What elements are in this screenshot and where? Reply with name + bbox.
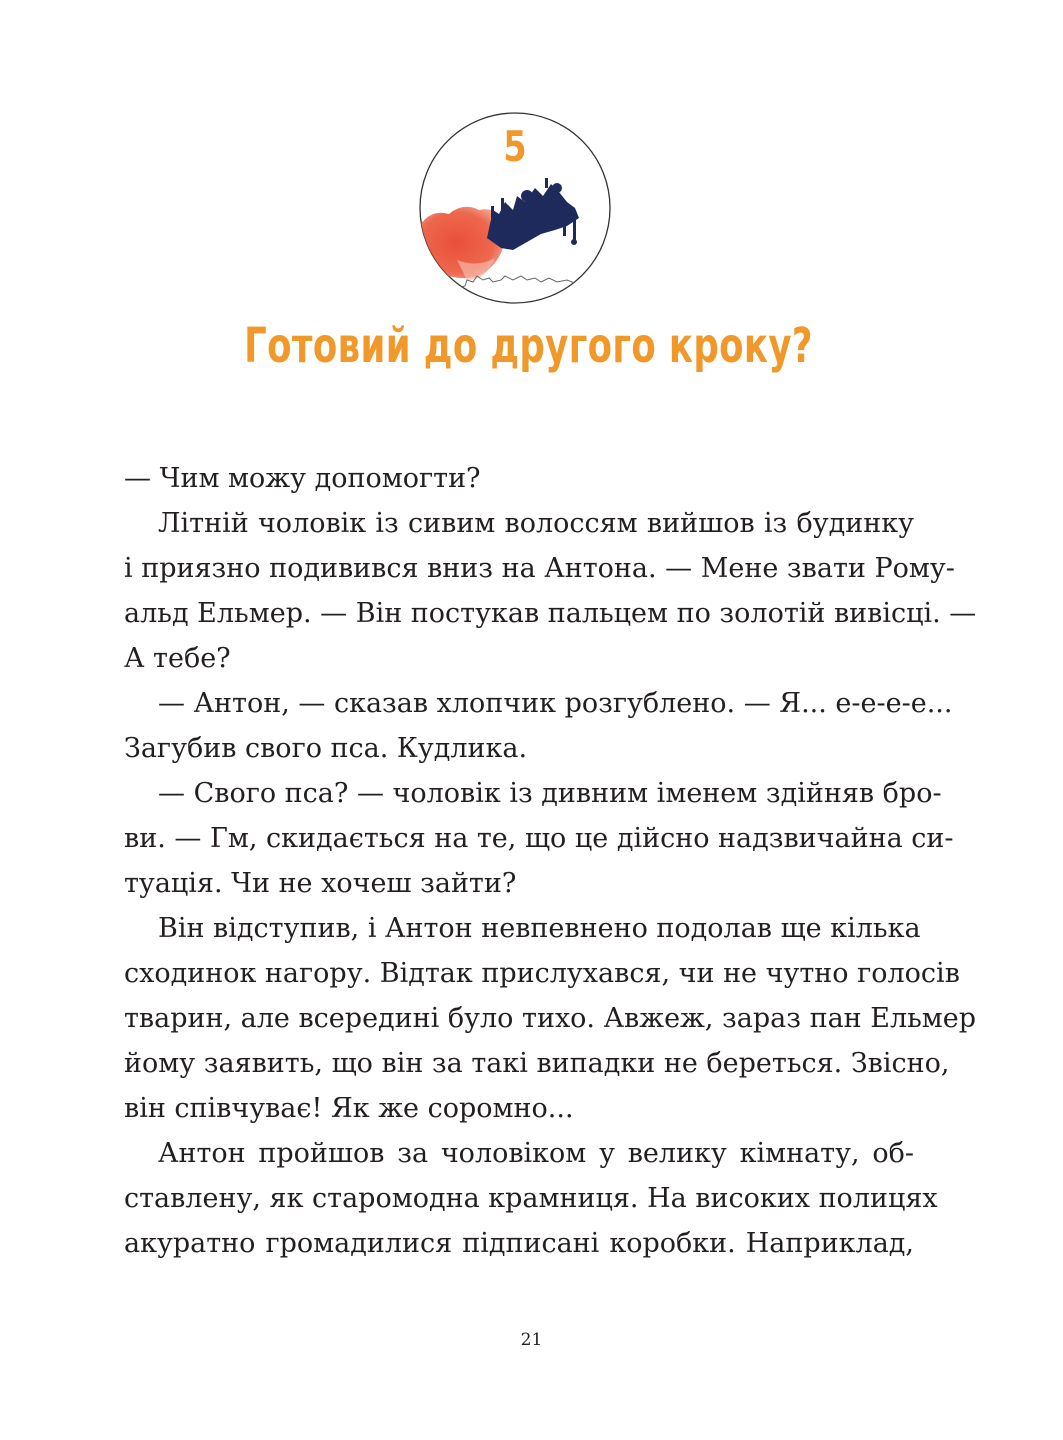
text-line: А тебе?: [124, 643, 231, 674]
chapter-number: 5: [503, 122, 527, 171]
text-line: туація. Чи не хочеш зайти?: [124, 868, 517, 899]
text-line: — Антон, — сказав хлопчик розгублено. — Я... е-е-е-е...: [158, 688, 953, 719]
text-line: тварин, але всередині було тихо. Авжеж, зараз пан Ельмер: [124, 1003, 977, 1034]
text-line: і приязно подивився вниз на Антона. — Мене звати Рому-: [124, 553, 955, 584]
text-line: він співчуває! Як же соромно...: [124, 1093, 574, 1124]
text-line: Він відступив, і Антон невпевнено подолав ще кілька: [158, 913, 921, 944]
text-line: — Чим можу допомогти?: [124, 463, 481, 494]
chapter-title: Готовий до другого кроку?: [244, 318, 813, 374]
text-line: сходинок нагору. Відтак прислухався, чи не чутно голосів: [124, 958, 960, 989]
text-line: йому заявить, що він за такі випадки не береться. Звісно,: [124, 1048, 950, 1079]
text-line: Літній чоловік із сивим волоссям вийшов із будинку: [158, 508, 914, 539]
text-line: акуратно громадилися підписані коробки. Наприклад,: [124, 1228, 914, 1259]
text-line: ви. — Гм, скидається на те, що це дійсно надзвичайна си-: [124, 823, 954, 854]
text-line: Антон пройшов за чоловіком у велику кімнату, об-: [158, 1138, 914, 1169]
page-number: 21: [520, 1330, 543, 1350]
text-line: Загубив свого пса. Кудлика.: [124, 733, 528, 764]
text-line: — Свого пса? — чоловік із дивним іменем здійняв бро-: [158, 778, 942, 809]
text-line: альд Ельмер. — Він постукав пальцем по золотій вивісці. —: [124, 598, 977, 629]
chapter-body: [124, 456, 977, 1266]
text-line: ставлену, як старомодна крамниця. На високих полицях: [124, 1183, 938, 1214]
